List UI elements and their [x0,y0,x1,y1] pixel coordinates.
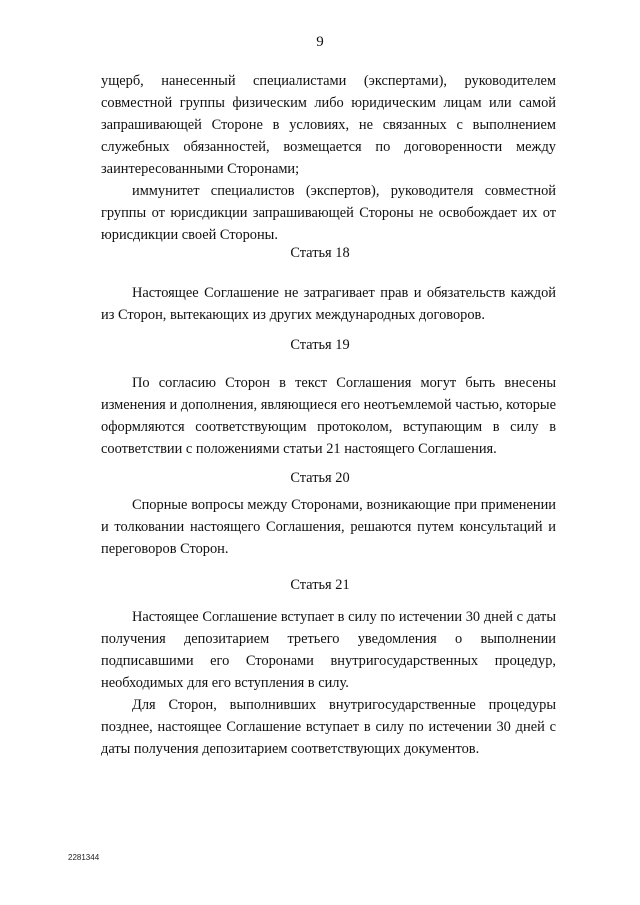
article-19-body [101,372,556,460]
article-18-heading: Статья 18 [290,245,350,261]
article-21-paragraph-1: Настоящее Соглашение вступает в силу по истечении 30 дней с даты получения депозитарием третьего уведомления о выполнении подписавшими его Сторонами внутригосударственных процедур, необходимых для его вступления в силу. [101,609,556,691]
article-20-paragraph: Спорные вопросы между Сторонами, возникающие при применении и толковании настоящего Соглашения, решаются путем консультаций и переговоров Сторон. [101,497,556,557]
article-18-paragraph: Настоящее Соглашение не затрагивает прав и обязательств каждой из Сторон, вытекающих из других международных договоров. [101,285,556,323]
paragraph-damage: ущерб, нанесенный специалистами (экспертами), руководителем совместной группы физическим либо юридическим лицам или самой запрашивающей Стороне в условиях, не связанных с выполнением служебных обязанностей, возмещается по договоренности между заинтересованными Сторонами; [101,73,556,177]
article-18-body [101,282,556,326]
paragraph-immunity: иммунитет специалистов (экспертов), руководителя совместной группы от юрисдикции запрашивающей Стороны не освобождает их от юрисдикции своей Стороны. [101,183,556,243]
article-21-heading: Статья 21 [290,577,350,593]
document-code: 2281344 [68,853,100,862]
article-19-heading: Статья 19 [290,337,350,353]
article-21-paragraph-2: Для Сторон, выполнивших внутригосударственные процедуры позднее, настоящее Соглашение вступает в силу по истечении 30 дней с даты получения депозитарием соответствующих документов. [101,697,556,757]
article-19-paragraph: По согласию Сторон в текст Соглашения могут быть внесены изменения и дополнения, являющиеся его неотъемлемой частью, которые оформляются соответствующим протоколом, вступающим в силу в соответствии с положениями статьи 21 настоящего Соглашения. [101,375,556,457]
continuation-block [101,70,556,246]
page-number: 9 [316,34,324,50]
article-20-body [101,494,556,560]
article-20-heading: Статья 20 [290,470,350,486]
article-21-body [101,606,556,760]
